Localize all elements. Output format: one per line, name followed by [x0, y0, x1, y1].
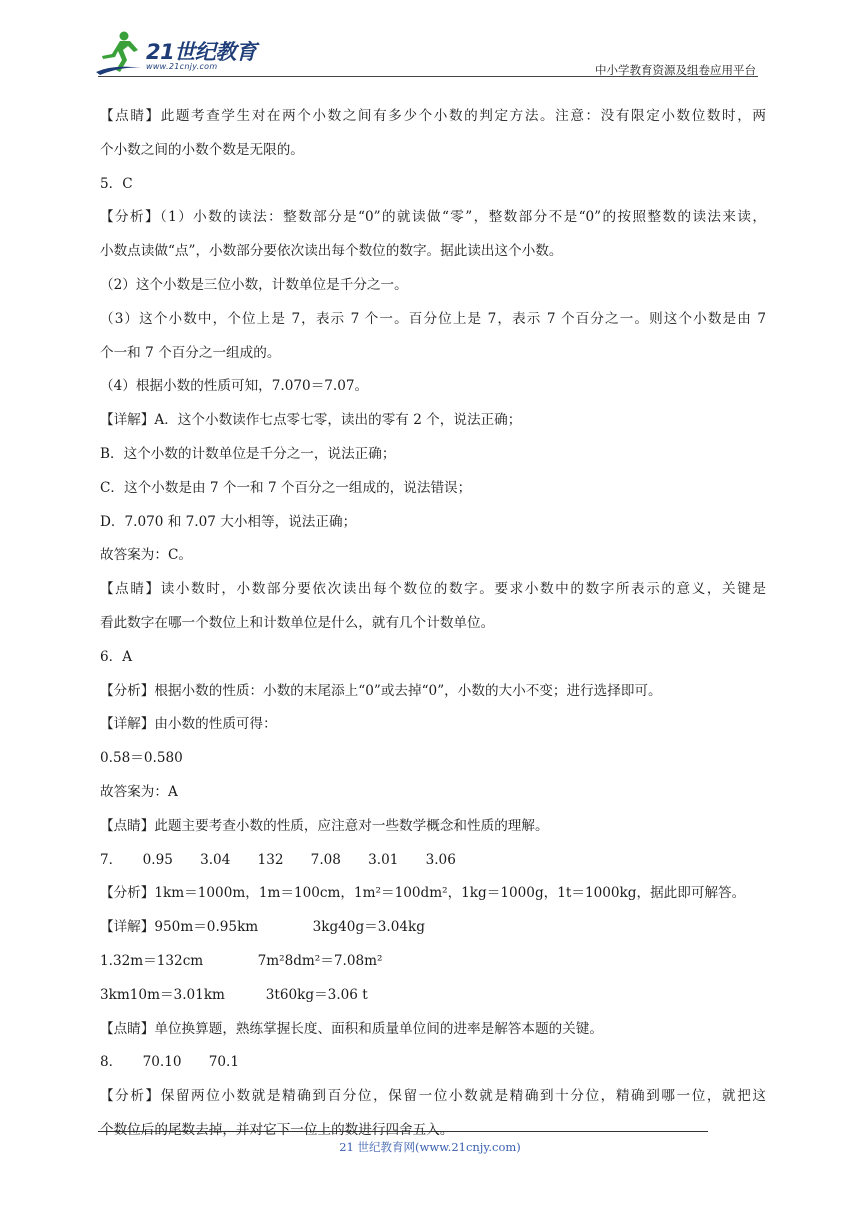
text-line: 故答案为：C。	[100, 547, 192, 564]
text-line: 【点睛】此题主要考查小数的性质，应注意对一些数学概念和性质的理解。	[100, 817, 549, 834]
text-line: 【点睛】此题考查学生对在两个小数之间有多少个小数的判定方法。注意：没有限定小数位数时，两	[100, 108, 766, 124]
text-line: 【分析】根据小数的性质：小数的末尾添上“0”或去掉“0”，小数的大小不变；进行选择即可。	[100, 682, 662, 699]
text-line: 【点睛】单位换算题，熟练掌握长度、面积和质量单位间的进率是解答本题的关键。	[100, 1020, 603, 1037]
text-line: 【分析】1km＝1000m，1m＝100cm，1m²＝100dm²，1kg＝1000g，1t＝1000kg，据此即可解答。	[100, 885, 746, 902]
text-line: 【点睛】读小数时，小数部分要依次读出每个数位的数字。要求小数中的数字所表示的意义，关键是	[100, 581, 766, 598]
header-divider	[98, 76, 758, 77]
logo-text: 21世纪教育	[146, 40, 257, 64]
text-line: 个小数之间的小数个数是无限的。	[100, 141, 304, 158]
text-line: C．这个小数是由 7 个一和 7 个百分之一组成的，说法错误；	[100, 479, 472, 496]
text-line: 【分析】（1）小数的读法：整数部分是“0”的就读做“零”，整数部分不是“0”的按照整数的读法来读，	[100, 209, 766, 226]
footer-divider	[98, 1131, 708, 1132]
text-line: 3km10m＝3.01km 3t60kg＝3.06 t	[100, 986, 368, 1003]
text-line: B．这个小数的计数单位是千分之一，说法正确；	[100, 445, 396, 462]
site-logo[interactable]	[94, 30, 264, 78]
text-line: 个一和 7 个百分之一组成的。	[100, 344, 281, 361]
answer-content	[100, 100, 766, 1148]
text-line: 【详解】950m＝0.95km 3kg40g＝3.04kg	[100, 919, 425, 936]
platform-title: 中小学教育资源及组卷应用平台	[595, 63, 756, 77]
runner-logo-icon	[94, 30, 146, 76]
text-line: 小数点读做“点”，小数部分要依次读出每个数位的数字。据此读出这个小数。	[100, 243, 563, 260]
text-line: 5．C	[100, 175, 133, 192]
text-line: 【详解】由小数的性质可得：	[100, 716, 277, 733]
text-line: （2）这个小数是三位小数，计数单位是千分之一。	[100, 276, 408, 293]
text-line: 8． 70.10 70.1	[100, 1054, 240, 1071]
text-line: 6．A	[100, 648, 133, 665]
text-line: 1.32m＝132cm 7m²8dm²＝7.08m²	[100, 952, 383, 969]
text-line: 7． 0.95 3.04 132 7.08 3.01 3.06	[100, 851, 456, 868]
text-line: 【分析】保留两位小数就是精确到百分位，保留一位小数就是精确到十分位，精确到哪一位，就把这	[100, 1088, 766, 1105]
page-header	[0, 0, 860, 80]
text-line: （3）这个小数中，个位上是 7，表示 7 个一。百分位上是 7，表示 7 个百分之一。则这个小数是由 7	[100, 310, 766, 327]
text-line: 0.58＝0.580	[100, 750, 183, 767]
text-line: 故答案为：A	[100, 783, 178, 800]
text-line: 看此数字在哪一个数位上和计数单位是什么，就有几个计数单位。	[100, 614, 495, 631]
text-line: D．7.070 和 7.07 大小相等，说法正确；	[100, 513, 357, 530]
text-line: （4）根据小数的性质可知，7.070＝7.07。	[100, 378, 369, 395]
page-footer[interactable]: 21 世纪教育网(www.21cnjy.com)	[339, 1140, 521, 1154]
logo-url: www.21cnjy.com	[146, 62, 218, 71]
text-line: 【详解】A．这个小数读作七点零七零，读出的零有 2 个，说法正确；	[100, 412, 522, 429]
text-line: 个数位后的尾数去掉，并对它下一位上的数进行四舍五入。	[100, 1121, 454, 1138]
